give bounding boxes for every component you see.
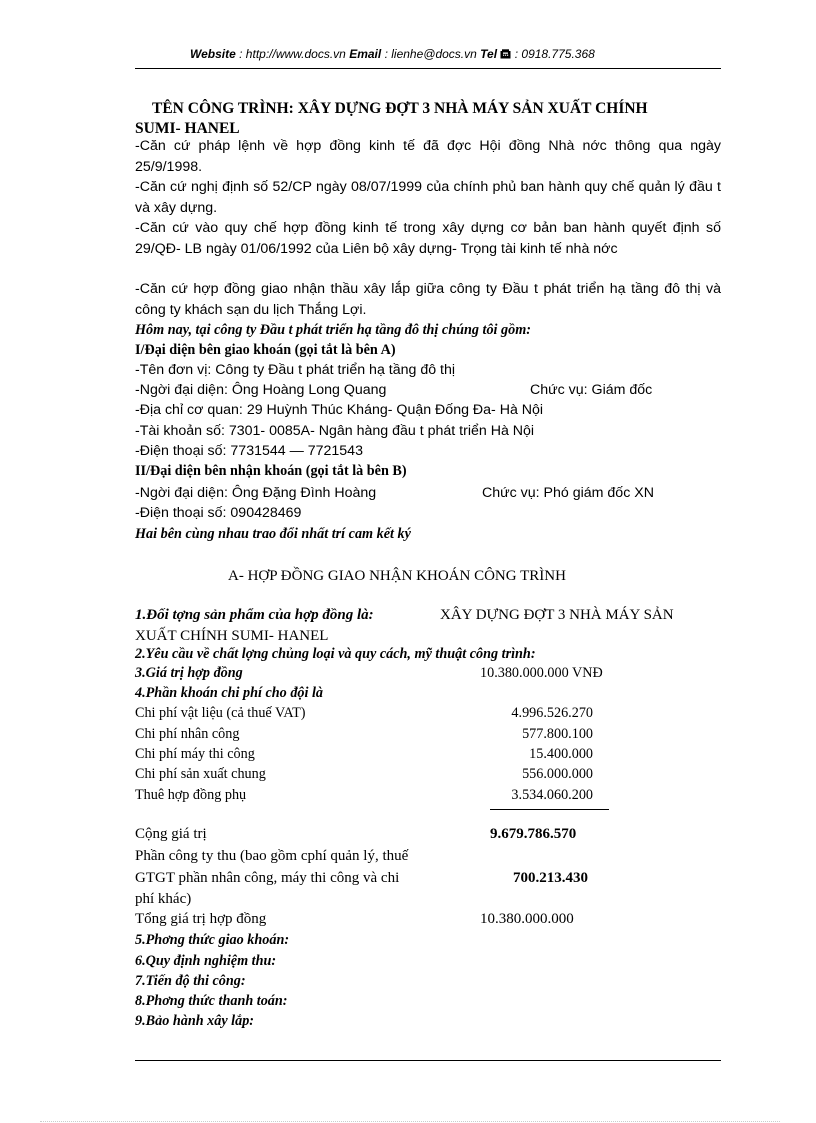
party-b-rep: -Ngời đại diện: Ông Đặng Đình Hoàng — [135, 485, 377, 501]
contract-total-value: 10.380.000.000 — [480, 911, 574, 927]
party-a-rep: -Ngời đại diện: Ông Hoàng Long Quang — [135, 382, 387, 398]
party-a-account: -Tài khoản số: 7301- 0085A- Ngân hàng đầu t phát triển Hà Nội — [135, 423, 535, 439]
today-line: Hôm nay, tại công ty Đầu t phát triển hạ tầng đô thị chúng tôi gồm: — [135, 322, 531, 338]
tel-label: Tel — [480, 47, 498, 61]
footer-divider — [135, 1060, 721, 1061]
item1-label: 1.Đối tợng sản phẩm của hợp đồng là: — [135, 607, 374, 623]
header-divider — [135, 68, 721, 69]
cost-row-label: Chi phí máy thi công — [135, 746, 255, 762]
phone-icon — [500, 47, 514, 61]
item3-label: 3.Giá trị hợp đồng — [135, 665, 243, 681]
recital-1: -Căn cứ pháp lệnh về hợp đồng kinh tế đã đợc Hội đồng Nhà nớc thông qua ngày 25/9/1998. — [135, 138, 721, 175]
page-edge-dots — [40, 1121, 780, 1122]
party-a-address: -Địa chỉ cơ quan: 29 Huỳnh Thúc Kháng- Quận Đống Đa- Hà Nội — [135, 402, 544, 418]
party-b-heading: II/Đại diện bên nhận khoán (gọi tắt là bên B) — [135, 463, 407, 479]
company-share-value: 700.213.430 — [513, 870, 588, 886]
item6: 6.Quy định nghiệm thu: — [135, 953, 277, 969]
website-label: Website — [190, 47, 236, 61]
item9: 9.Bảo hành xây lắp: — [135, 1013, 255, 1029]
item7: 7.Tiến độ thi công: — [135, 973, 246, 989]
contract-total-label: Tổng giá trị hợp đồng — [135, 911, 267, 927]
item1-value-line2: XUẤT CHÍNH SUMI- HANEL — [135, 628, 329, 644]
party-a-phone: -Điện thoại số: 7731544 — 7721543 — [135, 443, 363, 459]
total-label: Cộng giá trị — [135, 826, 207, 842]
party-a-unit: -Tên đơn vị: Công ty Đầu t phát triển hạ tầng đô thị — [135, 362, 456, 378]
recital-3: -Căn cứ vào quy chế hợp đồng kinh tế trong xây dựng cơ bản ban hành quyết định số 29/QĐ- LB ngày 01/06/1992 của Liên bộ xây dựng- Trọng tài kinh tế nhà nớc — [135, 220, 721, 257]
email-label: Email — [349, 47, 382, 61]
cost-row-value: 3.534.060.200 — [511, 787, 593, 803]
item8: 8.Phơng thức thanh toán: — [135, 993, 288, 1009]
cost-row-value: 556.000.000 — [522, 766, 593, 782]
cost-row-value: 4.996.526.270 — [511, 705, 593, 721]
page-header — [190, 47, 595, 61]
total-value: 9.679.786.570 — [490, 826, 577, 842]
agreement-line: Hai bên cùng nhau trao đổi nhất trí cam kết ký — [135, 526, 411, 542]
cost-row-label: Thuê hợp đồng phụ — [135, 787, 247, 803]
item3-value: 10.380.000.000 VNĐ — [480, 665, 603, 681]
item5: 5.Phơng thức giao khoán: — [135, 932, 290, 948]
cost-row-label: Chi phí nhân công — [135, 726, 240, 742]
party-b-phone: -Điện thoại số: 090428469 — [135, 505, 302, 521]
item2: 2.Yêu cầu về chất lợng chủng loại và quy cách, mỹ thuật công trình: — [135, 646, 536, 662]
cost-row-label: Chi phí vật liệu (cả thuế VAT) — [135, 705, 306, 721]
item1-value-line1: XÂY DỰNG ĐỢT 3 NHÀ MÁY SẢN — [440, 607, 674, 623]
project-title-line1: TÊN CÔNG TRÌNH: XÂY DỰNG ĐỢT 3 NHÀ MÁY SẢN XUẤT CHÍNH — [152, 100, 648, 117]
company-share-line3: phí khác) — [135, 891, 192, 907]
party-b-position: Chức vụ: Phó giám đốc XN — [482, 485, 654, 501]
cost-row-value: 15.400.000 — [529, 746, 593, 762]
cost-row-label: Chi phí sản xuất chung — [135, 766, 266, 782]
recital-2: -Căn cứ nghị định số 52/CP ngày 08/07/1999 của chính phủ ban hành quy chế quản lý đầu t và xây dựng. — [135, 179, 721, 216]
company-share-line1: Phần công ty thu (bao gồm cphí quản lý, thuế — [135, 848, 409, 864]
tel-value: : 0918.775.368 — [514, 47, 595, 61]
item4-label: 4.Phần khoán chi phí cho đội là — [135, 685, 324, 701]
website-value: : http://www.docs.vn — [239, 47, 346, 61]
cost-row-value: 577.800.100 — [522, 726, 593, 742]
party-a-position: Chức vụ: Giám đốc — [530, 382, 653, 398]
sum-divider — [490, 809, 609, 810]
party-a-heading: I/Đại diện bên giao khoán (gọi tắt là bên A) — [135, 342, 396, 358]
email-value: : lienhe@docs.vn — [384, 47, 477, 61]
recital-4: -Căn cứ hợp đồng giao nhận thầu xây lắp giữa công ty Đầu t phát triển hạ tầng đô thị và công ty khách sạn du lịch Thắng Lợi. — [135, 281, 721, 318]
company-share-line2: GTGT phần nhân công, máy thi công và chi — [135, 870, 400, 886]
section-a-title: A- HỢP ĐỒNG GIAO NHẬN KHOÁN CÔNG TRÌNH — [228, 568, 566, 584]
project-title-line2: SUMI- HANEL — [135, 120, 240, 137]
